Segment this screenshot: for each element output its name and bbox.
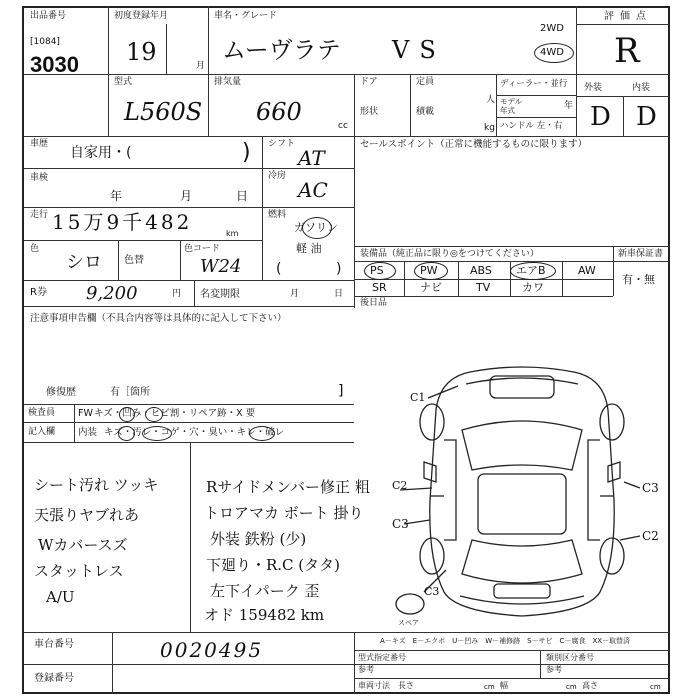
fuel-diesel: 軽 油 [296, 242, 322, 255]
warranty-value: 有・無 [622, 273, 655, 286]
inspection-label: 車検 [30, 173, 49, 183]
equip-aw: AW [578, 264, 596, 277]
warranty-label: 新車保証書 [618, 249, 664, 259]
notes-label: 注意事項申告欄（不具合内容等は具体的に記入して下さい） [30, 313, 287, 324]
note-right-4: 下廻り・R.C (タタ) [206, 556, 341, 574]
inspection-day-unit: 日 [236, 189, 249, 203]
mileage-label: 走行 [30, 210, 49, 220]
drive-4wd: 4WD [540, 47, 564, 58]
registration-expiry-month: 月 [290, 289, 300, 299]
model-year-label-1: モデル [500, 97, 523, 106]
equip-abs: ABS [470, 264, 492, 277]
note-left-4: スタットレス [34, 562, 124, 580]
inspector-row2-head: 内装 [78, 427, 98, 438]
aircon-label: 冷房 [268, 171, 287, 181]
shift-value: AT [298, 146, 325, 170]
equip-sr: SR [372, 281, 387, 294]
car-name-label: 車名・グレード [214, 11, 278, 21]
evaluation-label: 評価点 [604, 11, 652, 22]
load-label: 積載 [416, 107, 435, 117]
equip-leather: カワ [522, 281, 544, 294]
spare-label: スペア [398, 619, 419, 627]
diagram-mark-c2-left: C2 [392, 479, 408, 492]
doors-label: ドア [360, 77, 378, 87]
registration-expiry-day: 日 [334, 289, 344, 299]
color-code-label: 色コード [184, 244, 221, 254]
note-left-1: シート汚れ ツッキ [34, 476, 159, 494]
diagram-mark-c2-right: C2 [642, 529, 659, 543]
registration-number-label: 登録番号 [34, 673, 74, 684]
fuel-gasoline: ガソリン [294, 221, 338, 234]
car-name: ムーヴラテ [222, 36, 341, 64]
note-right-3: 外装 鉄粉 (少) [210, 530, 307, 548]
equipment-label: 装備品（純正品に限り◎をつけてください） [360, 249, 539, 259]
vehicle-height-unit: cm [650, 683, 661, 691]
equip-navi: ナビ [420, 281, 442, 294]
shift-label: シフト [268, 139, 296, 149]
equip-airbag: エアB [516, 264, 546, 277]
lot-code: [1084] [30, 37, 60, 47]
note-left-5: A/U [46, 588, 75, 606]
repair-value: 有［箇所 [110, 387, 150, 398]
inspection-month-unit: 月 [180, 189, 193, 203]
vehicle-width-label: 幅 [500, 681, 508, 690]
inspector-row1-head: FW [78, 408, 93, 419]
chassis-label: 車台番号 [34, 639, 74, 650]
type-designation-reference: 参考 [358, 665, 374, 674]
chassis-number: 0020495 [160, 638, 264, 662]
displacement-value: 660 [256, 98, 302, 126]
inspection-year-unit: 年 [110, 189, 123, 203]
model-year-unit: 年 [564, 101, 574, 111]
rear-seat-label: 後日品 [360, 298, 388, 308]
dealer-label: ディーラー・並行 [500, 79, 568, 89]
inspector-row1: キズ・凹み・ヒビ割・リペア跡・X 要 [94, 408, 256, 419]
car-grade: VS [392, 36, 446, 64]
history-label: 車歴 [30, 139, 49, 149]
inspector-row2: キズ・汚レ・コゲ・穴・臭い・キレ・破レ [104, 427, 285, 438]
displacement-label: 排気量 [214, 77, 242, 87]
capacity-label: 定員 [416, 77, 435, 87]
diagram-mark-c1: C1 [410, 391, 426, 404]
color-code: W24 [200, 256, 242, 277]
displacement-unit: cc [338, 121, 348, 131]
note-right-1: Rサイドメンバー修正 粗 [206, 478, 370, 496]
fuel-label: 燃料 [268, 210, 287, 220]
color-change-label: 色替 [124, 255, 144, 266]
vehicle-length-label: 長さ [398, 681, 414, 690]
shape-label: 形状 [360, 107, 379, 117]
type-designation-label: 型式指定番号 [358, 653, 406, 662]
lot-number: 3030 [30, 52, 79, 77]
fuel-open-bracket: ( [276, 261, 282, 277]
equip-ps: PS [370, 264, 384, 277]
equip-pw: PW [420, 264, 438, 277]
recycle-unit: 円 [172, 289, 182, 299]
color-value: シロ [66, 252, 102, 273]
note-left-2: 天張りヤブれあ [34, 506, 140, 524]
capacity-unit: 人 [486, 95, 496, 105]
first-registration-year: 19 [126, 38, 157, 66]
mileage-value: 15万9千482 [52, 210, 193, 234]
repair-label: 修復歴 [46, 387, 76, 398]
note-right-2: トロアマカ ボート 掛り [204, 504, 364, 522]
inspector-label-2: 記入欄 [28, 427, 56, 437]
vehicle-length-unit: cm [484, 683, 495, 691]
vehicle-height-label: 高さ [582, 681, 598, 690]
vehicle-width-unit: cm [566, 683, 577, 691]
recycle-label: R券 [30, 287, 47, 298]
fuel-close-bracket: ) [336, 261, 342, 277]
evaluation-score: R [614, 31, 640, 71]
exterior-label: 外装 [584, 83, 603, 93]
note-left-3: Wカバースズ [38, 536, 128, 554]
color-label: 色 [30, 244, 40, 254]
registration-expiry-label: 名変期限 [200, 289, 240, 300]
exterior-grade: D [590, 102, 611, 132]
note-right-5: 左下イパーク 歪 [210, 582, 320, 600]
handle-label: ハンドル 左・右 [500, 121, 563, 131]
type-category-label: 類別区分番号 [546, 653, 594, 662]
history-value: 自家用・( [70, 145, 132, 161]
equip-tv: TV [476, 281, 491, 294]
repair-close-bracket: ] [338, 383, 344, 399]
sales-point-label: セールスポイント（正常に機能するものに限ります） [360, 139, 588, 150]
diagram-mark-c3-rear: C3 [424, 585, 440, 598]
model-value: L560S [124, 98, 203, 126]
diagram-mark-c3-left: C3 [392, 517, 409, 531]
note-right-6: オド 159482 km [204, 606, 325, 624]
first-registration-month-unit: 月 [196, 61, 206, 71]
type-category-reference: 参考 [546, 665, 562, 674]
interior-label: 内装 [632, 83, 651, 93]
lot-label: 出品番号 [30, 11, 67, 21]
history-close-bracket: ) [242, 140, 251, 165]
interior-grade: D [636, 102, 657, 132]
vehicle-size-label: 車両寸法 [358, 681, 390, 690]
first-registration-label: 初度登録年月 [114, 11, 169, 21]
mileage-unit: km [226, 229, 239, 238]
diagram-mark-c3-right: C3 [642, 481, 659, 495]
model-label: 型式 [114, 77, 133, 87]
drive-2wd: 2WD [540, 23, 564, 34]
inspector-label-1: 検査員 [28, 408, 56, 418]
aircon-value: AC [298, 178, 328, 202]
recycle-value: 9,200 [86, 283, 138, 304]
damage-legend: A－キズ E－エクボ U－凹み W－補修跡 S－サビ C－腐食 XX－取替済 [380, 637, 631, 645]
model-year-label-2: 年式 [500, 106, 515, 115]
load-unit: kg [484, 123, 495, 133]
